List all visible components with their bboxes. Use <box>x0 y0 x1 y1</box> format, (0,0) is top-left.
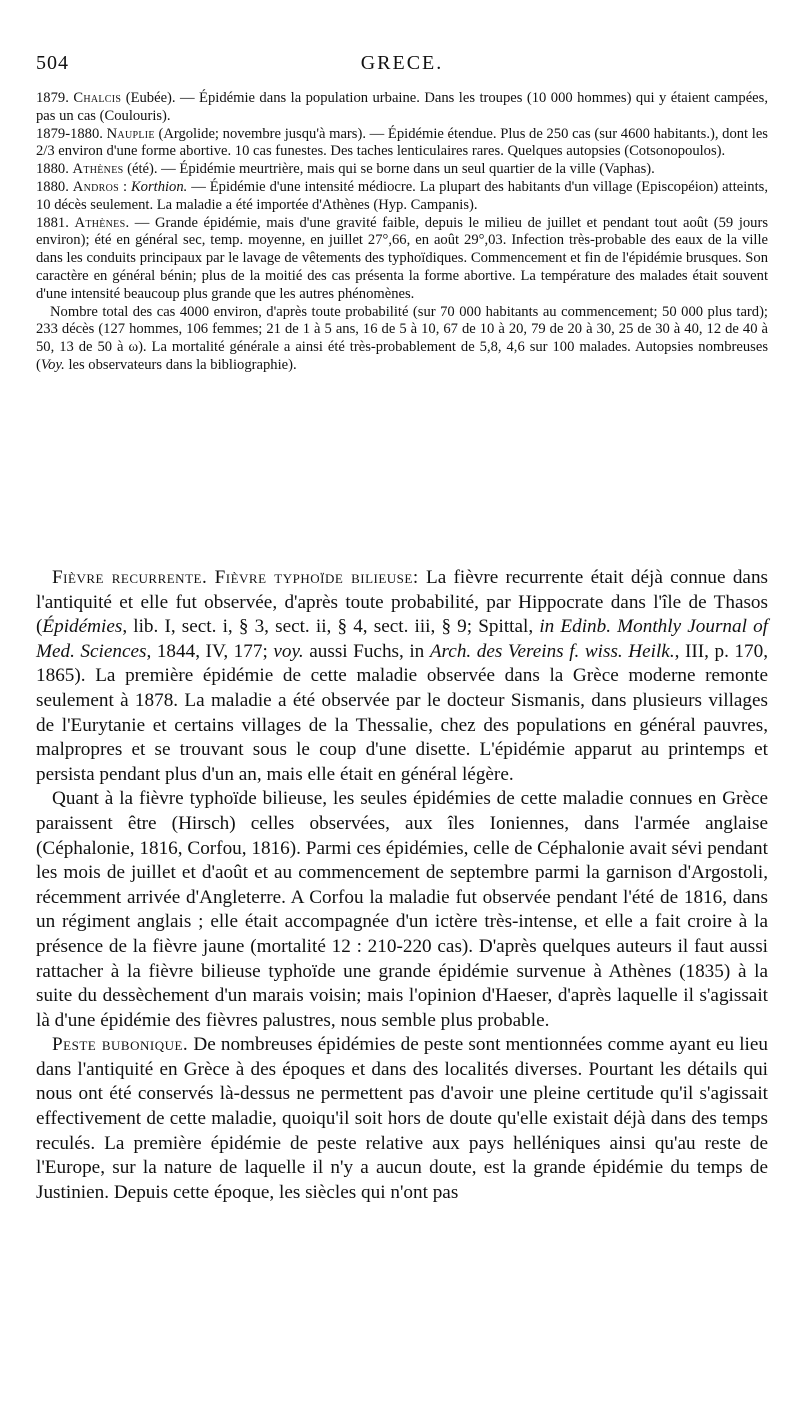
page-number: 504 <box>36 52 69 74</box>
entry-text: — Épidémie d'une intensité médiocre. La plupart des habitants d'un village (Episcopéion) atteints, 10 décès seulement. La maladie a été importée d'Athènes (Hyp. Campanis). <box>36 178 768 213</box>
entry-place-suffix: : <box>119 178 131 195</box>
epidemic-chronology <box>36 90 768 375</box>
chronology-entry <box>36 179 768 215</box>
entry-text: (Eubée). — Épidémie dans la population urbaine. Dans les troupes (10 000 hommes) qui y étaient campées, pas un cas (Coulouris). <box>36 90 768 124</box>
paragraph-text: , III, p. 170, 1865). La première épidémie de cette maladie observée dans la Grèce moderne remonte seulement à 1878. La maladie a été observée par le docteur Sismanis, dans plusieurs villages de l'Eurytanie et certains villages de la Thessalie, chez des populations en général pauvres, malpropres et se trouvant sous le coup d'une disette. L'épidémie apparut au printemps et persista pendant plus d'un an, mais elle était en général légère. <box>36 640 768 785</box>
page-header <box>36 52 768 88</box>
paragraph-bilious-typhoid: Quant à la fièvre typhoïde bilieuse, les seules épidémies de cette maladie connues en Grèce paraissent être (Hirsch) celles observées, aux îles Ioniennes, dans l'armée anglaise (Céphalonie, 1816, Corfou, 1816). Parmi ces épidémies, celle de Céphalonie avait sévi pendant les mois de juillet et d'août et au commencement de septembre parmi la garnison d'Argostoli, récemment arrivée d'Angleterre. A Corfou la maladie fut observée pendant l'été de 1816, dans un régiment anglais ; elle était accompagnée d'un ictère très-intense, et elle a fait croire à la présence de la fièvre jaune (mortalité 12 : 210-220 cas). D'après quelques auteurs il faut aussi rattacher à la fièvre bilieuse typhoïde une grande épidémie survenue à Athènes (1835) à la suite du dessèchement d'un marais voisin; mais l'opinion d'Haeser, d'après laquelle il s'agissait là d'une épidémie des fièvres palustres, nous semble plus probable. <box>36 788 768 1031</box>
entry-year: 1879-1880. <box>36 125 103 142</box>
paragraph-text: , 1844, IV, 177; <box>146 640 274 662</box>
paragraph-text: aussi Fuchs, in <box>303 640 430 662</box>
continuation-italic: Voy. <box>40 356 65 373</box>
citation-italic: in Edinb. Monthly Journal of Med. Sciences <box>36 616 768 662</box>
entry-year: 1881. <box>36 214 69 231</box>
section-heading-bilious-typhoid: Fièvre typhoïde bilieuse: <box>214 567 419 588</box>
entry-year: 1880. <box>36 161 69 178</box>
entry-text: (été). — Épidémie meurtrière, mais qui se borne dans un seul quartier de la ville (Vaphas). <box>123 161 655 178</box>
citation-italic: voy. <box>273 640 304 662</box>
entry-year: 1879. <box>36 90 69 106</box>
chronology-entry <box>36 215 768 304</box>
chronology-entry <box>36 90 768 126</box>
section-heading-bubonic-plague: Peste bubonique. <box>52 1034 189 1056</box>
paragraph-recurrent-fever <box>36 566 768 787</box>
chronology-entry <box>36 161 768 179</box>
entry-text: (Argolide; novembre jusqu'à mars). — Épidémie étendue. Plus de 250 cas (sur 4600 habitants.), dont les 2/3 environ d'une forme abortive. 10 cas funestes. Des taches lenticulaires rares. Quelques autopsies (Cotsonopoulos). <box>36 125 768 160</box>
continuation-text: Nombre total des cas 4000 environ, d'après toute probabilité (sur 70 000 habitants au commencement; 50 000 plus tard); 233 décès (127 hommes, 106 femmes; 21 de 1 à 5 ans, 16 de 5 à 10, 67 de 10 à 20, 79 de 20 à 30, 25 de 30 à 40, 12 de 40 à 50, 13 de 50 à ω). La mortalité générale a ainsi été très-probablement de 5,8, 4,6 sur 100 malades. Autopsies nombreuses ( <box>36 303 768 373</box>
citation-italic: Arch. des Vereins f. wiss. Heilk. <box>429 640 675 662</box>
entry-year: 1880. <box>36 178 69 195</box>
entry-place: Chalcis <box>73 90 122 106</box>
paragraph-text: La fièvre recurrente était déjà connue dans l'antiquité et elle fut observée, d'après toute probabilité, par Hippocrate dans l'île de Thasos ( <box>36 567 769 638</box>
entry-locality: Korthion. <box>130 178 188 195</box>
running-title: GRECE. <box>360 52 444 74</box>
paragraph-text: De nombreuses épidémies de peste sont mentionnées comme ayant eu lieu dans l'antiquité en Grèce à des époques et dans des localités diverses. Pourtant les détails qui nous ont été conservés là-dessus ne permettent pas d'avoir une pleine certitude qu'il s'agissait effectivement de cette maladie, quoiqu'il soit hors de doute qu'elle existait déjà dans des temps reculés. La première épidémie de peste relative aux pays helléniques ainsi qu'au reste de l'Europe, sur la nature de laquelle il n'y a aucun doute, est la grande épidémie du temps de Justinien. Depuis cette époque, les siècles qui n'ont pas <box>36 1034 768 1203</box>
entry-text: . — Grande épidémie, mais d'une gravité faible, depuis le milieu de juillet et pendant tout août (59 jours environ); été en général sec, temp. moyenne, en juillet 27°,66, en août 29°,03. Infection très-probable des eaux de la ville dans les conduits principaux par le lavage de vêtements des typhoïdiques. Commencement et fin de l'épidémie brusques. Son caractère en général bénin; plus de la moitié des cas présenta la forme abortive. La température des malades était souvent d'une intensité beaucoup plus grande que les autres phénomènes. <box>36 214 769 302</box>
entry-place: Andros <box>72 178 120 195</box>
citation-italic: Épidémies <box>42 616 123 638</box>
entry-place: Athènes <box>74 214 126 231</box>
main-text <box>36 566 768 1205</box>
paragraph-bubonic-plague <box>36 1033 768 1205</box>
entry-place: Nauplie <box>106 125 155 142</box>
chronology-entry-continuation <box>36 304 768 375</box>
section-heading-recurrent-fever: Fièvre recurrente. <box>52 567 208 588</box>
paragraph-text: , lib. I, sect. i, § 3, sect. ii, § 4, sect. iii, § 9; Spittal, <box>122 616 540 638</box>
entry-place: Athènes <box>72 161 124 178</box>
continuation-text-end: les observateurs dans la bibliographie). <box>64 356 297 373</box>
chronology-entry <box>36 126 768 162</box>
